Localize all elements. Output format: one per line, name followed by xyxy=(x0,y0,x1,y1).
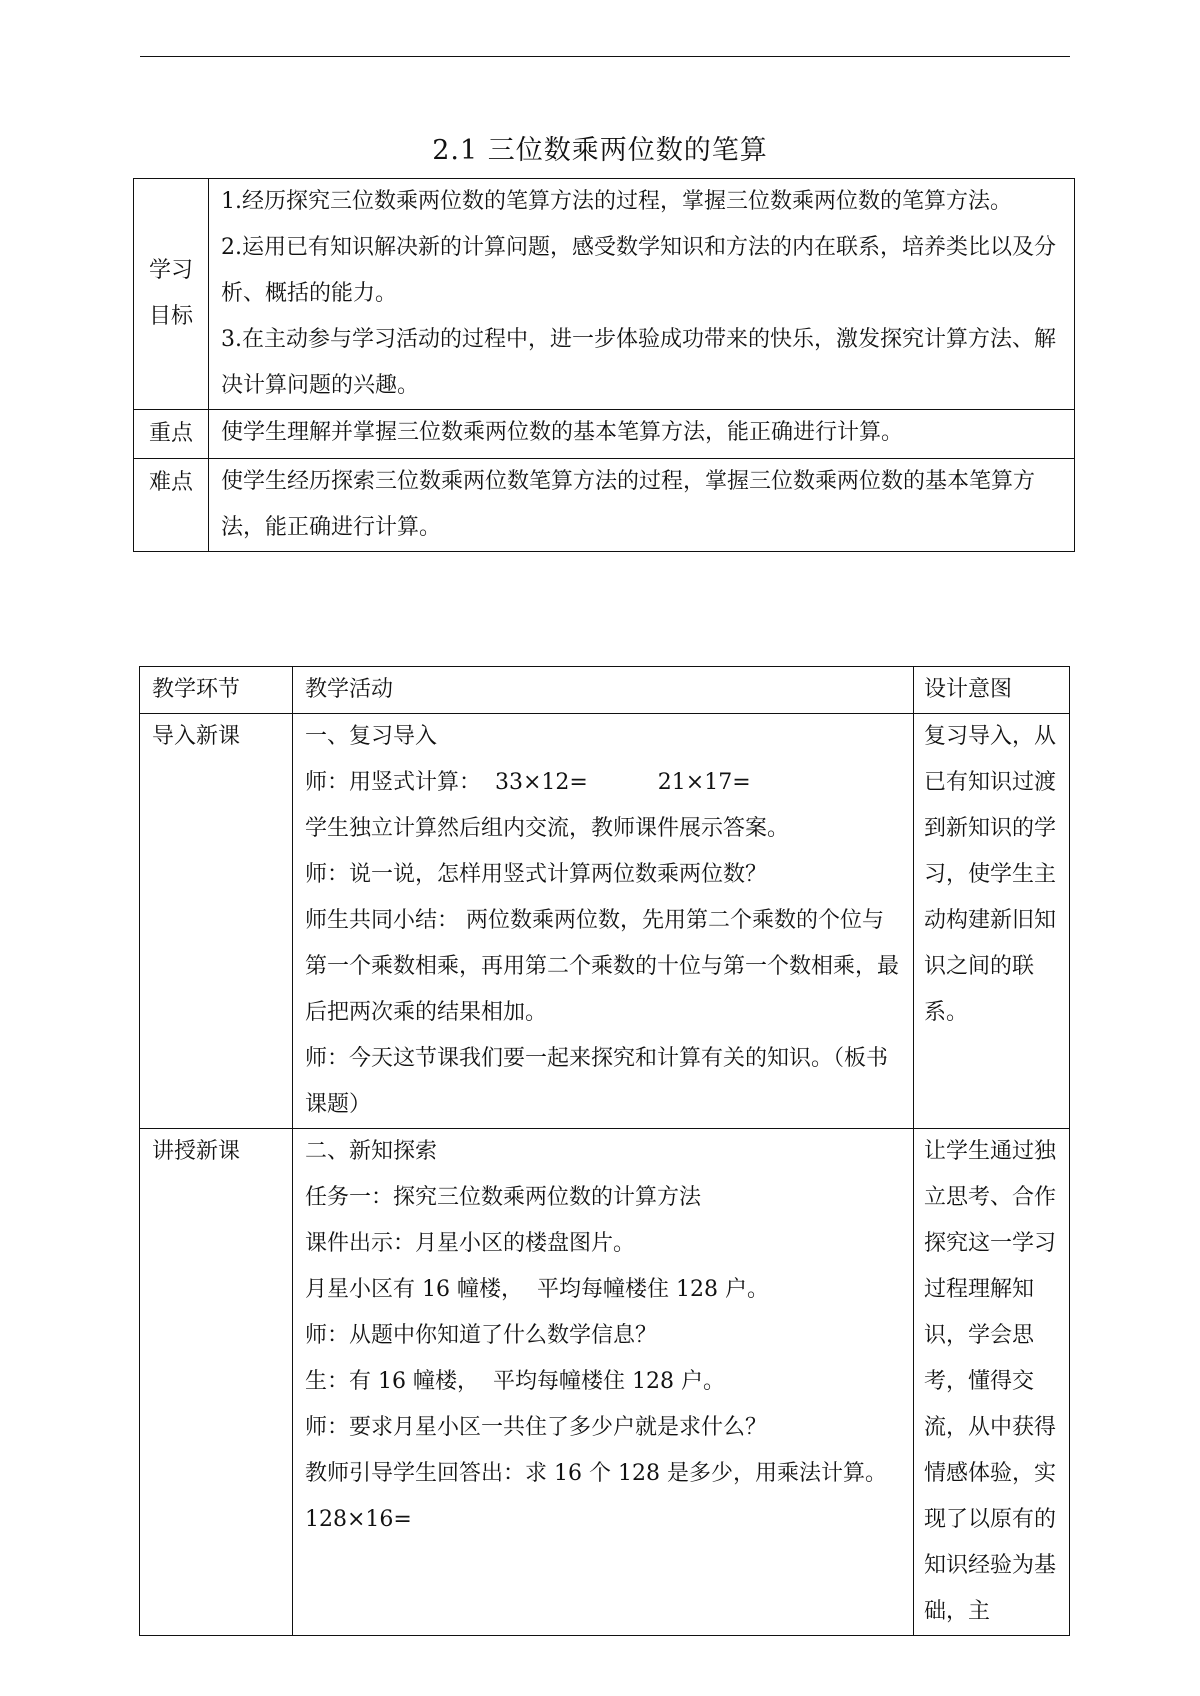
objectives-row xyxy=(134,179,1075,410)
activity-line: 师：说一说，怎样用竖式计算两位数乘两位数？ xyxy=(305,862,768,887)
activity-line: 教师引导学生回答出：求 16 个 128 是多少，用乘法计算。 xyxy=(305,1461,887,1486)
activity-cell xyxy=(293,1129,914,1636)
objective-item: 2.运用已有知识解决新的计算问题，感受数学知识和方法的内在联系，培养类比以及分析、概括的能力。 xyxy=(221,235,1056,306)
activity-line: 师：要求月星小区一共住了多少户就是求什么？ xyxy=(305,1415,768,1440)
objectives-label-line1: 学习 xyxy=(148,258,193,283)
objectives-table xyxy=(133,178,1075,552)
key-point-row xyxy=(134,410,1075,459)
stage-cell: 讲授新课 xyxy=(140,1129,293,1636)
activity-line: 月星小区有 16 幢楼， 平均每幢楼住 128 户。 xyxy=(305,1277,769,1302)
difficulty-label: 难点 xyxy=(134,459,209,552)
page-title: 2.1 三位数乘两位数的笔算 xyxy=(432,135,768,166)
activity-line: 一、复习导入 xyxy=(305,724,438,749)
objectives-text-cell xyxy=(209,179,1075,410)
lesson-row-new xyxy=(140,1129,1070,1636)
lesson-header-row xyxy=(140,667,1070,714)
objective-item: 1.经历探究三位数乘两位数的笔算方法的过程，掌握三位数乘两位数的笔算方法。 xyxy=(221,189,1012,214)
activity-cell xyxy=(293,714,914,1129)
intent-cell: 复习导入，从已有知识过渡到新知识的学习，使学生主动构建新旧知识之间的联系。 xyxy=(914,714,1070,1129)
key-point-text: 使学生理解并掌握三位数乘两位数的基本笔算方法，能正确进行计算。 xyxy=(209,410,1075,459)
difficulty-row xyxy=(134,459,1075,552)
lesson-table xyxy=(139,666,1070,1636)
stage-cell: 导入新课 xyxy=(140,714,293,1129)
lesson-row-intro xyxy=(140,714,1070,1129)
objective-item: 3.在主动参与学习活动的过程中，进一步体验成功带来的快乐，激发探究计算方法、解决计算问题的兴趣。 xyxy=(221,327,1056,398)
activity-line: 师：今天这节课我们要一起来探究和计算有关的知识。（板书课题） xyxy=(305,1046,889,1117)
activity-line: 学生独立计算然后组内交流，教师课件展示答案。 xyxy=(305,816,790,841)
difficulty-text: 使学生经历探索三位数乘两位数笔算方法的过程，掌握三位数乘两位数的基本笔算方法，能正确进行计算。 xyxy=(209,459,1075,552)
header-rule xyxy=(140,56,1070,57)
objectives-label-line2: 目标 xyxy=(148,304,193,329)
header-activity: 教学活动 xyxy=(293,667,914,714)
header-intent: 设计意图 xyxy=(914,667,1070,714)
key-point-label: 重点 xyxy=(134,410,209,459)
activity-line: 师生共同小结： 两位数乘两位数，先用第二个乘数的个位与第一个乘数相乘，再用第二个乘数的十位与第一个数相乘，最后把两次乘的结果相加。 xyxy=(305,908,900,1025)
activity-line: 生：有 16 幢楼， 平均每幢楼住 128 户。 xyxy=(305,1369,725,1394)
activity-line: 二、新知探索 xyxy=(305,1139,438,1164)
activity-line: 128×16= xyxy=(305,1507,412,1532)
activity-line: 课件出示：月星小区的楼盘图片。 xyxy=(305,1231,636,1256)
activity-line: 师：从题中你知道了什么数学信息？ xyxy=(305,1323,658,1348)
activity-line: 任务一：探究三位数乘两位数的计算方法 xyxy=(305,1185,702,1210)
objectives-label-cell xyxy=(134,179,209,410)
activity-line: 师：用竖式计算： 33×12= 21×17= xyxy=(305,770,751,795)
intent-cell: 让学生通过独立思考、合作探究这一学习过程理解知识，学会思考，懂得交流，从中获得情感体验，实现了以原有的知识经验为基础，主 xyxy=(914,1129,1070,1636)
header-stage: 教学环节 xyxy=(140,667,293,714)
